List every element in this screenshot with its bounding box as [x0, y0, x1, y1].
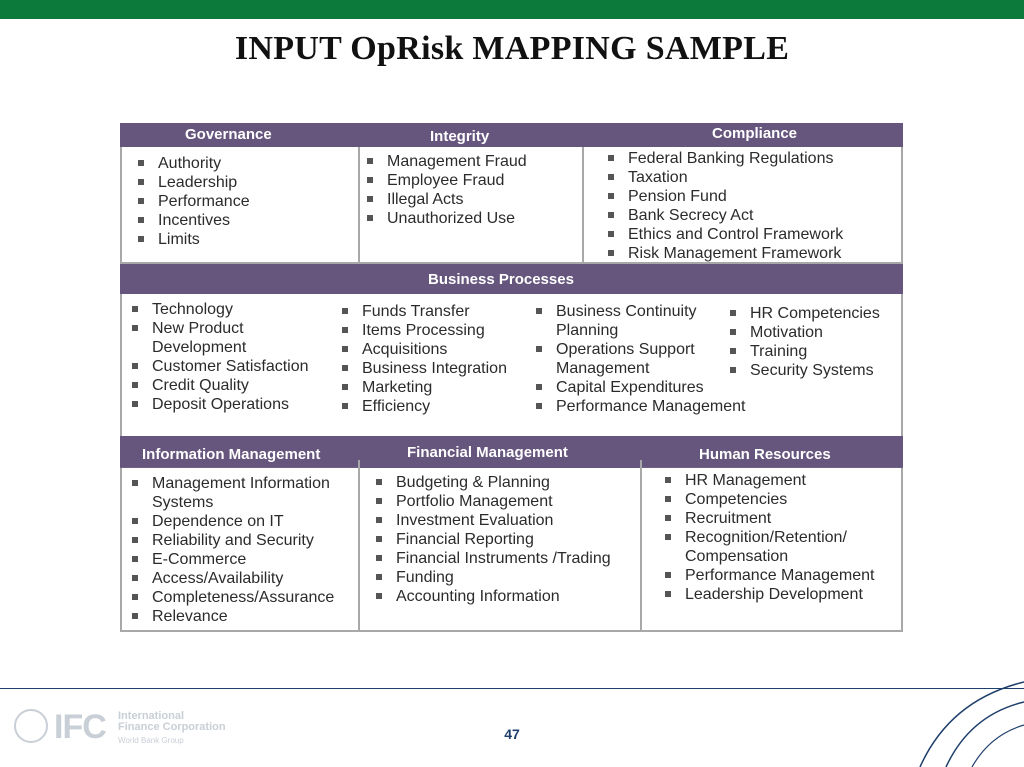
list-item: Business Integration [338, 359, 533, 378]
compliance-list [604, 149, 899, 263]
list-item: Taxation [604, 168, 899, 187]
list-item: Federal Banking Regulations [604, 149, 899, 168]
list-item: Recognition/Retention/ Compensation [661, 528, 899, 566]
top-green-bar [0, 0, 1024, 19]
list-item: Acquisitions [338, 340, 533, 359]
information-management-list [128, 474, 354, 626]
divider-integrity-compliance [582, 147, 584, 264]
logo-text [118, 711, 226, 746]
list-item: Illegal Acts [363, 190, 578, 209]
list-item: Incentives [134, 211, 354, 230]
human-resources-heading: Human Resources [699, 446, 831, 463]
list-item: Relevance [128, 607, 354, 626]
governance-heading: Governance [185, 126, 272, 143]
list-item: Efficiency [338, 397, 533, 416]
list-item: Performance [134, 192, 354, 211]
list-item: Competencies [661, 490, 899, 509]
list-item: Unauthorized Use [363, 209, 578, 228]
list-item: Investment Evaluation [372, 511, 637, 530]
human-resources-list [661, 471, 899, 604]
list-item: Management Information Systems [128, 474, 354, 512]
list-item: Financial Reporting [372, 530, 637, 549]
list-item: Limits [134, 230, 354, 249]
list-item: Portfolio Management [372, 492, 637, 511]
list-item: Items Processing [338, 321, 533, 340]
list-item: Authority [134, 154, 354, 173]
list-item: Funds Transfer [338, 302, 533, 321]
list-item: Access/Availability [128, 569, 354, 588]
logo-line-1: International [118, 710, 185, 722]
governance-list [134, 154, 354, 249]
list-item: Dependence on IT [128, 512, 354, 531]
list-item: Accounting Information [372, 587, 637, 606]
list-item: Technology [128, 300, 333, 319]
world-bank-seal-icon [14, 709, 48, 743]
list-item: New Product Development [128, 319, 333, 357]
list-item: Leadership Development [661, 585, 899, 604]
integrity-heading: Integrity [430, 128, 490, 145]
divider-financial-human-resources [640, 460, 642, 632]
list-item: Financial Instruments /Trading [372, 549, 637, 568]
list-item: Security Systems [726, 361, 901, 380]
list-item: Pension Fund [604, 187, 899, 206]
decorative-arcs-icon [900, 680, 1024, 767]
logo-line-3: World Bank Group [118, 736, 184, 745]
footer-divider [0, 688, 1024, 689]
list-item: Bank Secrecy Act [604, 206, 899, 225]
compliance-heading: Compliance [712, 125, 798, 142]
financial-management-heading: Financial Management [407, 444, 568, 461]
header-row-bottom [120, 436, 903, 468]
financial-management-list [372, 473, 637, 606]
logo-mark: IFC [54, 708, 106, 746]
business-processes-col1 [128, 300, 333, 414]
list-item: HR Management [661, 471, 899, 490]
list-item: Customer Satisfaction [128, 357, 333, 376]
list-item: Ethics and Control Framework [604, 225, 899, 244]
list-item: Motivation [726, 323, 901, 342]
list-item: Business Continuity Planning [532, 302, 710, 340]
list-item: Marketing [338, 378, 533, 397]
list-item: HR Competencies [726, 304, 901, 323]
information-management-heading: Information Management [142, 446, 321, 463]
divider-governance-integrity [358, 147, 360, 264]
list-item: Capital Expenditures [532, 378, 710, 397]
business-processes-col4 [726, 304, 901, 380]
list-item: Management Fraud [363, 152, 578, 171]
list-item: Performance Management [532, 397, 710, 416]
logo-line-2: Finance Corporation [118, 721, 226, 733]
divider-information-financial [358, 460, 360, 632]
slide-title: INPUT OpRisk MAPPING SAMPLE [234, 30, 790, 67]
ifc-logo [14, 707, 234, 747]
integrity-list [363, 152, 578, 228]
list-item: Completeness/Assurance [128, 588, 354, 607]
list-item: Training [726, 342, 901, 361]
list-item: Operations Support Management [532, 340, 710, 378]
business-processes-col3 [532, 302, 746, 416]
header-business-processes [120, 264, 903, 294]
list-item: Recruitment [661, 509, 899, 528]
list-item: Risk Management Framework [604, 244, 899, 263]
list-item: Employee Fraud [363, 171, 578, 190]
list-item: Credit Quality [128, 376, 333, 395]
list-item: Leadership [134, 173, 354, 192]
header-row-top [120, 123, 903, 147]
list-item: Reliability and Security [128, 531, 354, 550]
list-item: Deposit Operations [128, 395, 333, 414]
list-item: Budgeting & Planning [372, 473, 637, 492]
business-processes-col2 [338, 302, 533, 416]
list-item: Funding [372, 568, 637, 587]
page-number: 47 [504, 726, 520, 742]
list-item: E-Commerce [128, 550, 354, 569]
list-item: Performance Management [661, 566, 899, 585]
business-processes-heading: Business Processes [428, 271, 574, 288]
